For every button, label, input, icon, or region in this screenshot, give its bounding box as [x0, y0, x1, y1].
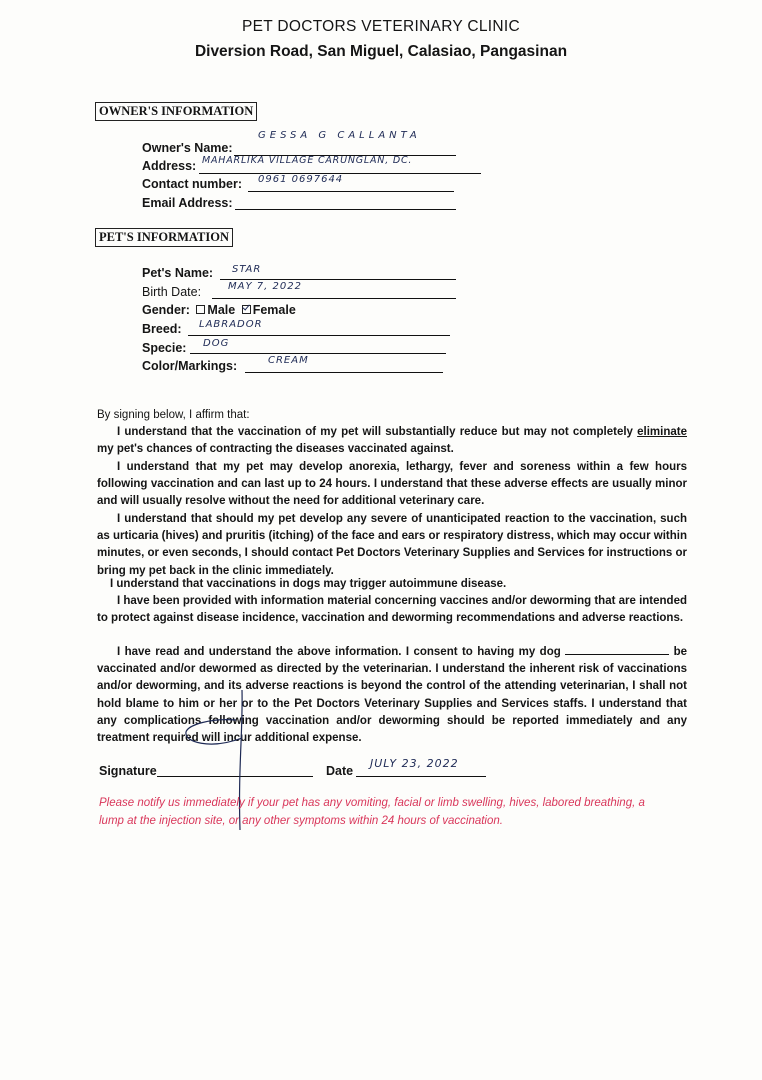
owner-address-label: Address: [142, 159, 197, 173]
birth-date-value[interactable]: MAY 7, 2022 [228, 281, 302, 292]
contact-number-line [248, 191, 454, 192]
pet-name-label: Pet's Name: [142, 266, 214, 280]
eliminate-word: eliminate [637, 426, 687, 438]
affirmation-paragraph-3: I understand that should my pet develop any severe of unanticipated reaction to the vaccination, such as urticaria (hives) and pruritis (itching) of the face and ears or respiratory distress, which may occur within minutes, or even seconds, I should contact Pet Doctors Veterinary Supplies and Services for instructions or bring my pet back in the clinic immediately. [97, 513, 687, 577]
breed-line [188, 335, 450, 336]
contact-number-label: Contact number: [142, 177, 242, 191]
affirmation-paragraph-6: I have read and understand the above information. I consent to having my dog be vaccinated and/or dewormed as directed by the veterinarian. I understand the inherent risk of vaccinations and/or deworming, and its adverse reactions is beyond the control of the attending veterinarian, I shall not hold blame to him or her or to the Pet Doctors Veterinary Supplies and Services staffs. I understand that any complications following vaccination and/or deworming should be reported immediately and any treatment required will incur additional expense. [97, 646, 687, 745]
date-label: Date [326, 764, 354, 778]
pet-name-value[interactable]: STAR [232, 264, 262, 275]
birth-date-label: Birth Date: [142, 285, 202, 299]
email-label: Email Address: [142, 196, 233, 210]
gender-label: Gender: [142, 303, 190, 317]
pet-name-line [220, 279, 456, 280]
male-label: Male [207, 303, 236, 317]
affirmation-paragraph-5: I have been provided with information material concerning vaccines and/or deworming that are intended to protect against disease incidence, vaccination and deworming recommendations and adverse reactions. [97, 595, 688, 625]
birth-date-line [212, 298, 456, 299]
gender-row [142, 303, 296, 317]
specie-line [190, 353, 446, 354]
affirmation-paragraph-4: I understand that vaccinations in dogs may trigger autoimmune disease. [110, 578, 507, 590]
color-line [245, 372, 443, 373]
dog-name-blank[interactable] [565, 645, 669, 655]
affirmation-paragraph-2: I understand that my pet may develop anorexia, lethargy, fever and soreness within a few hours following vaccination and can last up to 24 hours. I understand that these adverse effects are usually minor and will usually resolve without the need for additional veterinary care. [97, 461, 687, 508]
affirmation-intro: By signing below, I affirm that: [97, 409, 250, 421]
breed-value[interactable]: LABRADOR [199, 319, 263, 330]
color-value[interactable]: CREAM [268, 355, 309, 366]
clinic-address: Diversion Road, San Miguel, Calasiao, Pangasinan [194, 43, 568, 60]
date-value[interactable]: JULY 23, 2022 [370, 757, 459, 770]
female-label: Female [252, 303, 296, 317]
clinic-name: PET DOCTORS VETERINARY CLINIC [241, 18, 520, 35]
date-line [356, 776, 486, 777]
signature-label: Signature [99, 764, 157, 778]
specie-label: Specie: [142, 341, 187, 355]
owner-section-heading: OWNER'S INFORMATION [95, 102, 257, 121]
email-line [235, 209, 456, 210]
breed-label: Breed: [142, 322, 182, 336]
female-checkbox[interactable] [242, 305, 251, 314]
owner-name-label: Owner's Name: [142, 141, 233, 155]
contact-number-value[interactable]: 0961 0697644 [258, 174, 344, 185]
male-checkbox[interactable] [196, 305, 205, 314]
affirmation-paragraph-1: I understand that the vaccination of my pet will substantially reduce but may not completely eliminate my pet's chances of contracting the diseases vaccinated against. [97, 426, 687, 456]
specie-value[interactable]: DOG [203, 338, 230, 349]
color-label: Color/Markings: [142, 359, 238, 373]
pet-section-heading: PET'S INFORMATION [95, 228, 233, 247]
owner-address-value[interactable]: MAHARLIKA VILLAGE CARUNGLAN, DC. [202, 155, 413, 166]
notify-notice: Please notify us immediately if your pet has any vomiting, facial or limb swelling, hives, labored breathing, a lump at the injection site, or any other symptoms within 24 hours of vaccination. [99, 797, 645, 827]
owner-name-value[interactable]: GESSA G CALLANTA [258, 130, 421, 141]
